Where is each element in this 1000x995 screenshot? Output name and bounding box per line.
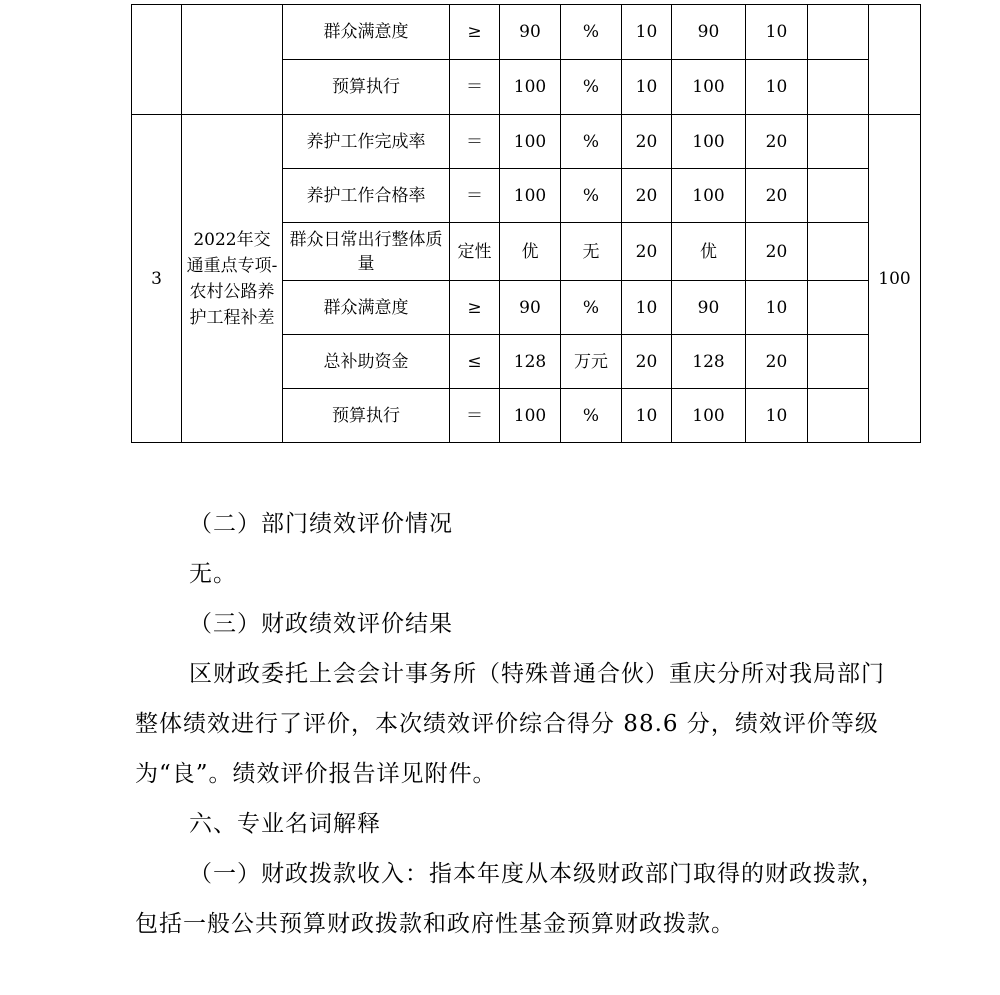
note-cell [808, 223, 869, 281]
note-cell [808, 5, 869, 60]
note-cell [808, 115, 869, 169]
weight-cell: 10 [622, 281, 672, 335]
score-cell: 20 [746, 335, 808, 389]
indicator-cell: 群众日常出行整体质量 [283, 223, 450, 281]
weight-cell: 10 [622, 5, 672, 60]
actual-cell: 优 [672, 223, 746, 281]
weight-cell: 20 [622, 335, 672, 389]
score-cell: 20 [746, 223, 808, 281]
actual-cell: 100 [672, 115, 746, 169]
performance-table [131, 4, 921, 443]
operator-cell: ≥ [450, 5, 500, 60]
indicator-cell: 预算执行 [283, 60, 450, 115]
score-cell: 20 [746, 115, 808, 169]
section-heading-dept-evaluation: （二）部门绩效评价情况 [189, 511, 453, 537]
body-text [135, 499, 895, 949]
unit-cell: 无 [561, 223, 622, 281]
indicator-cell: 群众满意度 [283, 5, 450, 60]
actual-cell: 90 [672, 5, 746, 60]
total-cell [869, 5, 921, 115]
section-heading-terms: 六、专业名词解释 [189, 811, 381, 837]
weight-cell: 10 [622, 60, 672, 115]
unit-cell: % [561, 169, 622, 223]
operator-cell: ＝ [450, 60, 500, 115]
definition-term: （一）财政拨款收入： [189, 861, 429, 887]
section-heading-finance-evaluation: （三）财政绩效评价结果 [189, 611, 453, 637]
project-number-cell: 3 [132, 115, 182, 443]
target-cell: 优 [500, 223, 561, 281]
actual-cell: 90 [672, 281, 746, 335]
definition-body: 指本年度从本级财政部门取得的财政拨款，包括一般公共预算财政拨款和政府性基金预算财政拨款。 [135, 861, 885, 937]
weight-cell: 20 [622, 223, 672, 281]
target-cell: 100 [500, 389, 561, 443]
table-row [132, 115, 921, 169]
actual-cell: 128 [672, 335, 746, 389]
weight-cell: 20 [622, 115, 672, 169]
unit-cell: % [561, 60, 622, 115]
indicator-cell: 总补助资金 [283, 335, 450, 389]
definition-fiscal-appropriation [135, 849, 895, 949]
project-name-cell: 2022年交通重点专项-农村公路养护工程补差 [182, 115, 283, 443]
score-cell: 10 [746, 389, 808, 443]
paragraph-finance-evaluation: 区财政委托上会会计事务所（特殊普通合伙）重庆分所对我局部门整体绩效进行了评价，本次绩效评价综合得分 88.6 分，绩效评价等级为“良”。绩效评价报告详见附件。 [135, 661, 885, 787]
operator-cell: ＝ [450, 389, 500, 443]
weight-cell: 10 [622, 389, 672, 443]
unit-cell: 万元 [561, 335, 622, 389]
score-cell: 10 [746, 5, 808, 60]
indicator-cell: 预算执行 [283, 389, 450, 443]
score-cell: 10 [746, 281, 808, 335]
unit-cell: % [561, 115, 622, 169]
unit-cell: % [561, 389, 622, 443]
project-total-cell: 100 [869, 115, 921, 443]
note-cell [808, 60, 869, 115]
score-cell: 10 [746, 60, 808, 115]
operator-cell: ≥ [450, 281, 500, 335]
operator-cell: 定性 [450, 223, 500, 281]
indicator-cell: 群众满意度 [283, 281, 450, 335]
actual-cell: 100 [672, 169, 746, 223]
target-cell: 128 [500, 335, 561, 389]
actual-cell: 100 [672, 389, 746, 443]
indicator-cell: 养护工作完成率 [283, 115, 450, 169]
paragraph-none: 无。 [189, 561, 237, 587]
target-cell: 90 [500, 281, 561, 335]
note-cell [808, 281, 869, 335]
actual-cell: 100 [672, 60, 746, 115]
note-cell [808, 335, 869, 389]
target-cell: 100 [500, 169, 561, 223]
target-cell: 100 [500, 60, 561, 115]
target-cell: 90 [500, 5, 561, 60]
table-row [132, 5, 921, 60]
project-cell [182, 5, 283, 115]
weight-cell: 20 [622, 169, 672, 223]
operator-cell: ＝ [450, 169, 500, 223]
operator-cell: ＝ [450, 115, 500, 169]
note-cell [808, 169, 869, 223]
note-cell [808, 389, 869, 443]
indicator-cell: 养护工作合格率 [283, 169, 450, 223]
operator-cell: ≤ [450, 335, 500, 389]
unit-cell: % [561, 5, 622, 60]
unit-cell: % [561, 281, 622, 335]
target-cell: 100 [500, 115, 561, 169]
no-cell [132, 5, 182, 115]
score-cell: 20 [746, 169, 808, 223]
